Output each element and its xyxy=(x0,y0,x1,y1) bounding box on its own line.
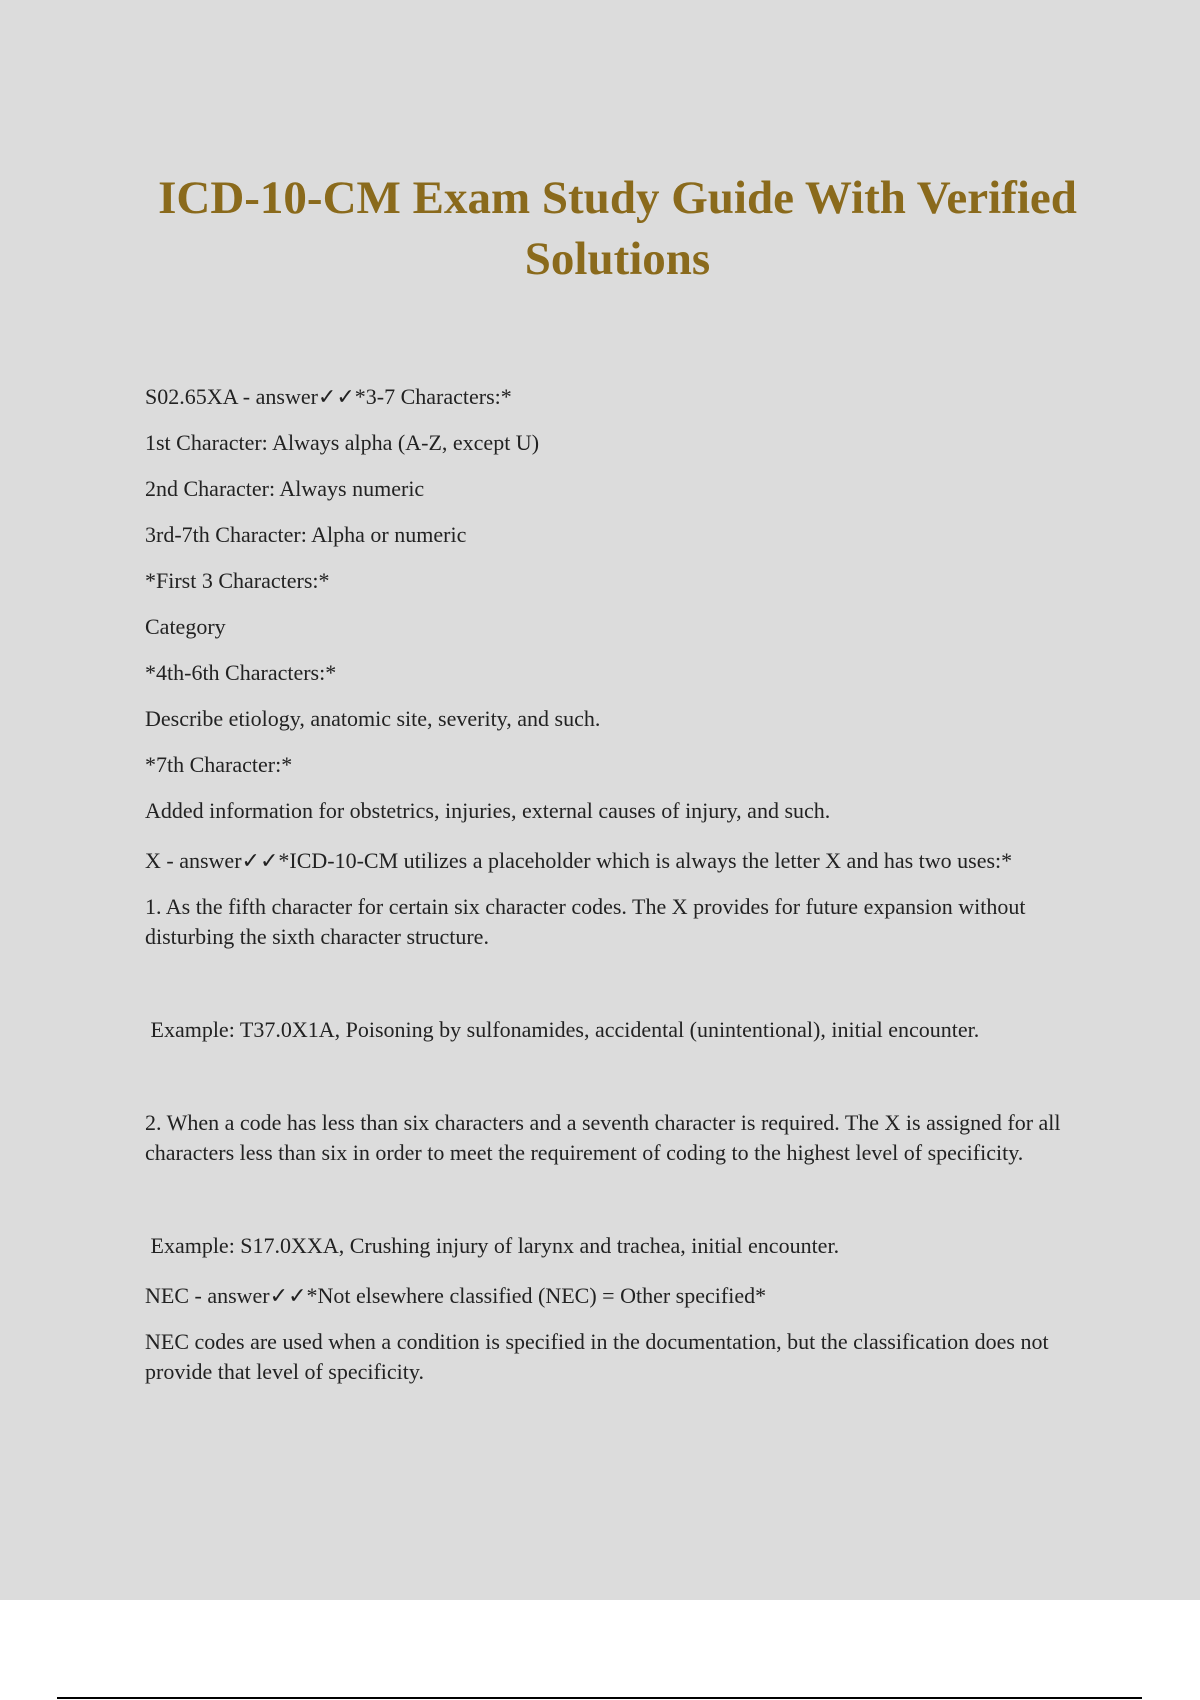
body-line: Added information for obstetrics, injuries, external causes of injury, and such. xyxy=(145,798,831,823)
body-line: *First 3 Characters:* xyxy=(145,568,330,593)
example-line: Example: T37.0X1A, Poisoning by sulfonamides, accidental (unintentional), initial encounter. xyxy=(145,1017,980,1042)
document-body xyxy=(145,382,1100,1387)
answer-line: X - answer✓✓*ICD-10-CM utilizes a placeholder which is always the letter X and has two uses:* xyxy=(145,848,1013,873)
answer-line: S02.65XA - answer✓✓*3-7 Characters:* xyxy=(145,384,512,409)
body-line: *4th-6th Characters:* xyxy=(145,660,337,685)
body-line: Category xyxy=(145,614,226,639)
body-line: 2nd Character: Always numeric xyxy=(145,476,425,501)
answer-line: NEC - answer✓✓*Not elsewhere classified (NEC) = Other specified* xyxy=(145,1283,767,1308)
body-line: 1st Character: Always alpha (A-Z, except U) xyxy=(145,430,540,455)
body-line: Describe etiology, anatomic site, severity, and such. xyxy=(145,706,601,731)
document-title: ICD-10-CM Exam Study Guide With Verified Solutions xyxy=(158,172,1077,285)
body-paragraph: NEC codes are used when a condition is specified in the documentation, but the classification does not provide that level of specificity. xyxy=(145,1329,1055,1384)
footer-divider xyxy=(57,1697,1142,1699)
body-paragraph: 2. When a code has less than six characters and a seventh character is required. The X is assigned for all characters less than six in order to meet the requirement of coding to the highest level of specificity. xyxy=(145,1110,1067,1165)
body-paragraph: 1. As the fifth character for certain six character codes. The X provides for future expansion without disturbing the sixth character structure. xyxy=(145,894,1031,949)
body-line: *7th Character:* xyxy=(145,752,293,777)
body-line: 3rd-7th Character: Alpha or numeric xyxy=(145,522,467,547)
example-line: Example: S17.0XXA, Crushing injury of larynx and trachea, initial encounter. xyxy=(145,1233,840,1258)
